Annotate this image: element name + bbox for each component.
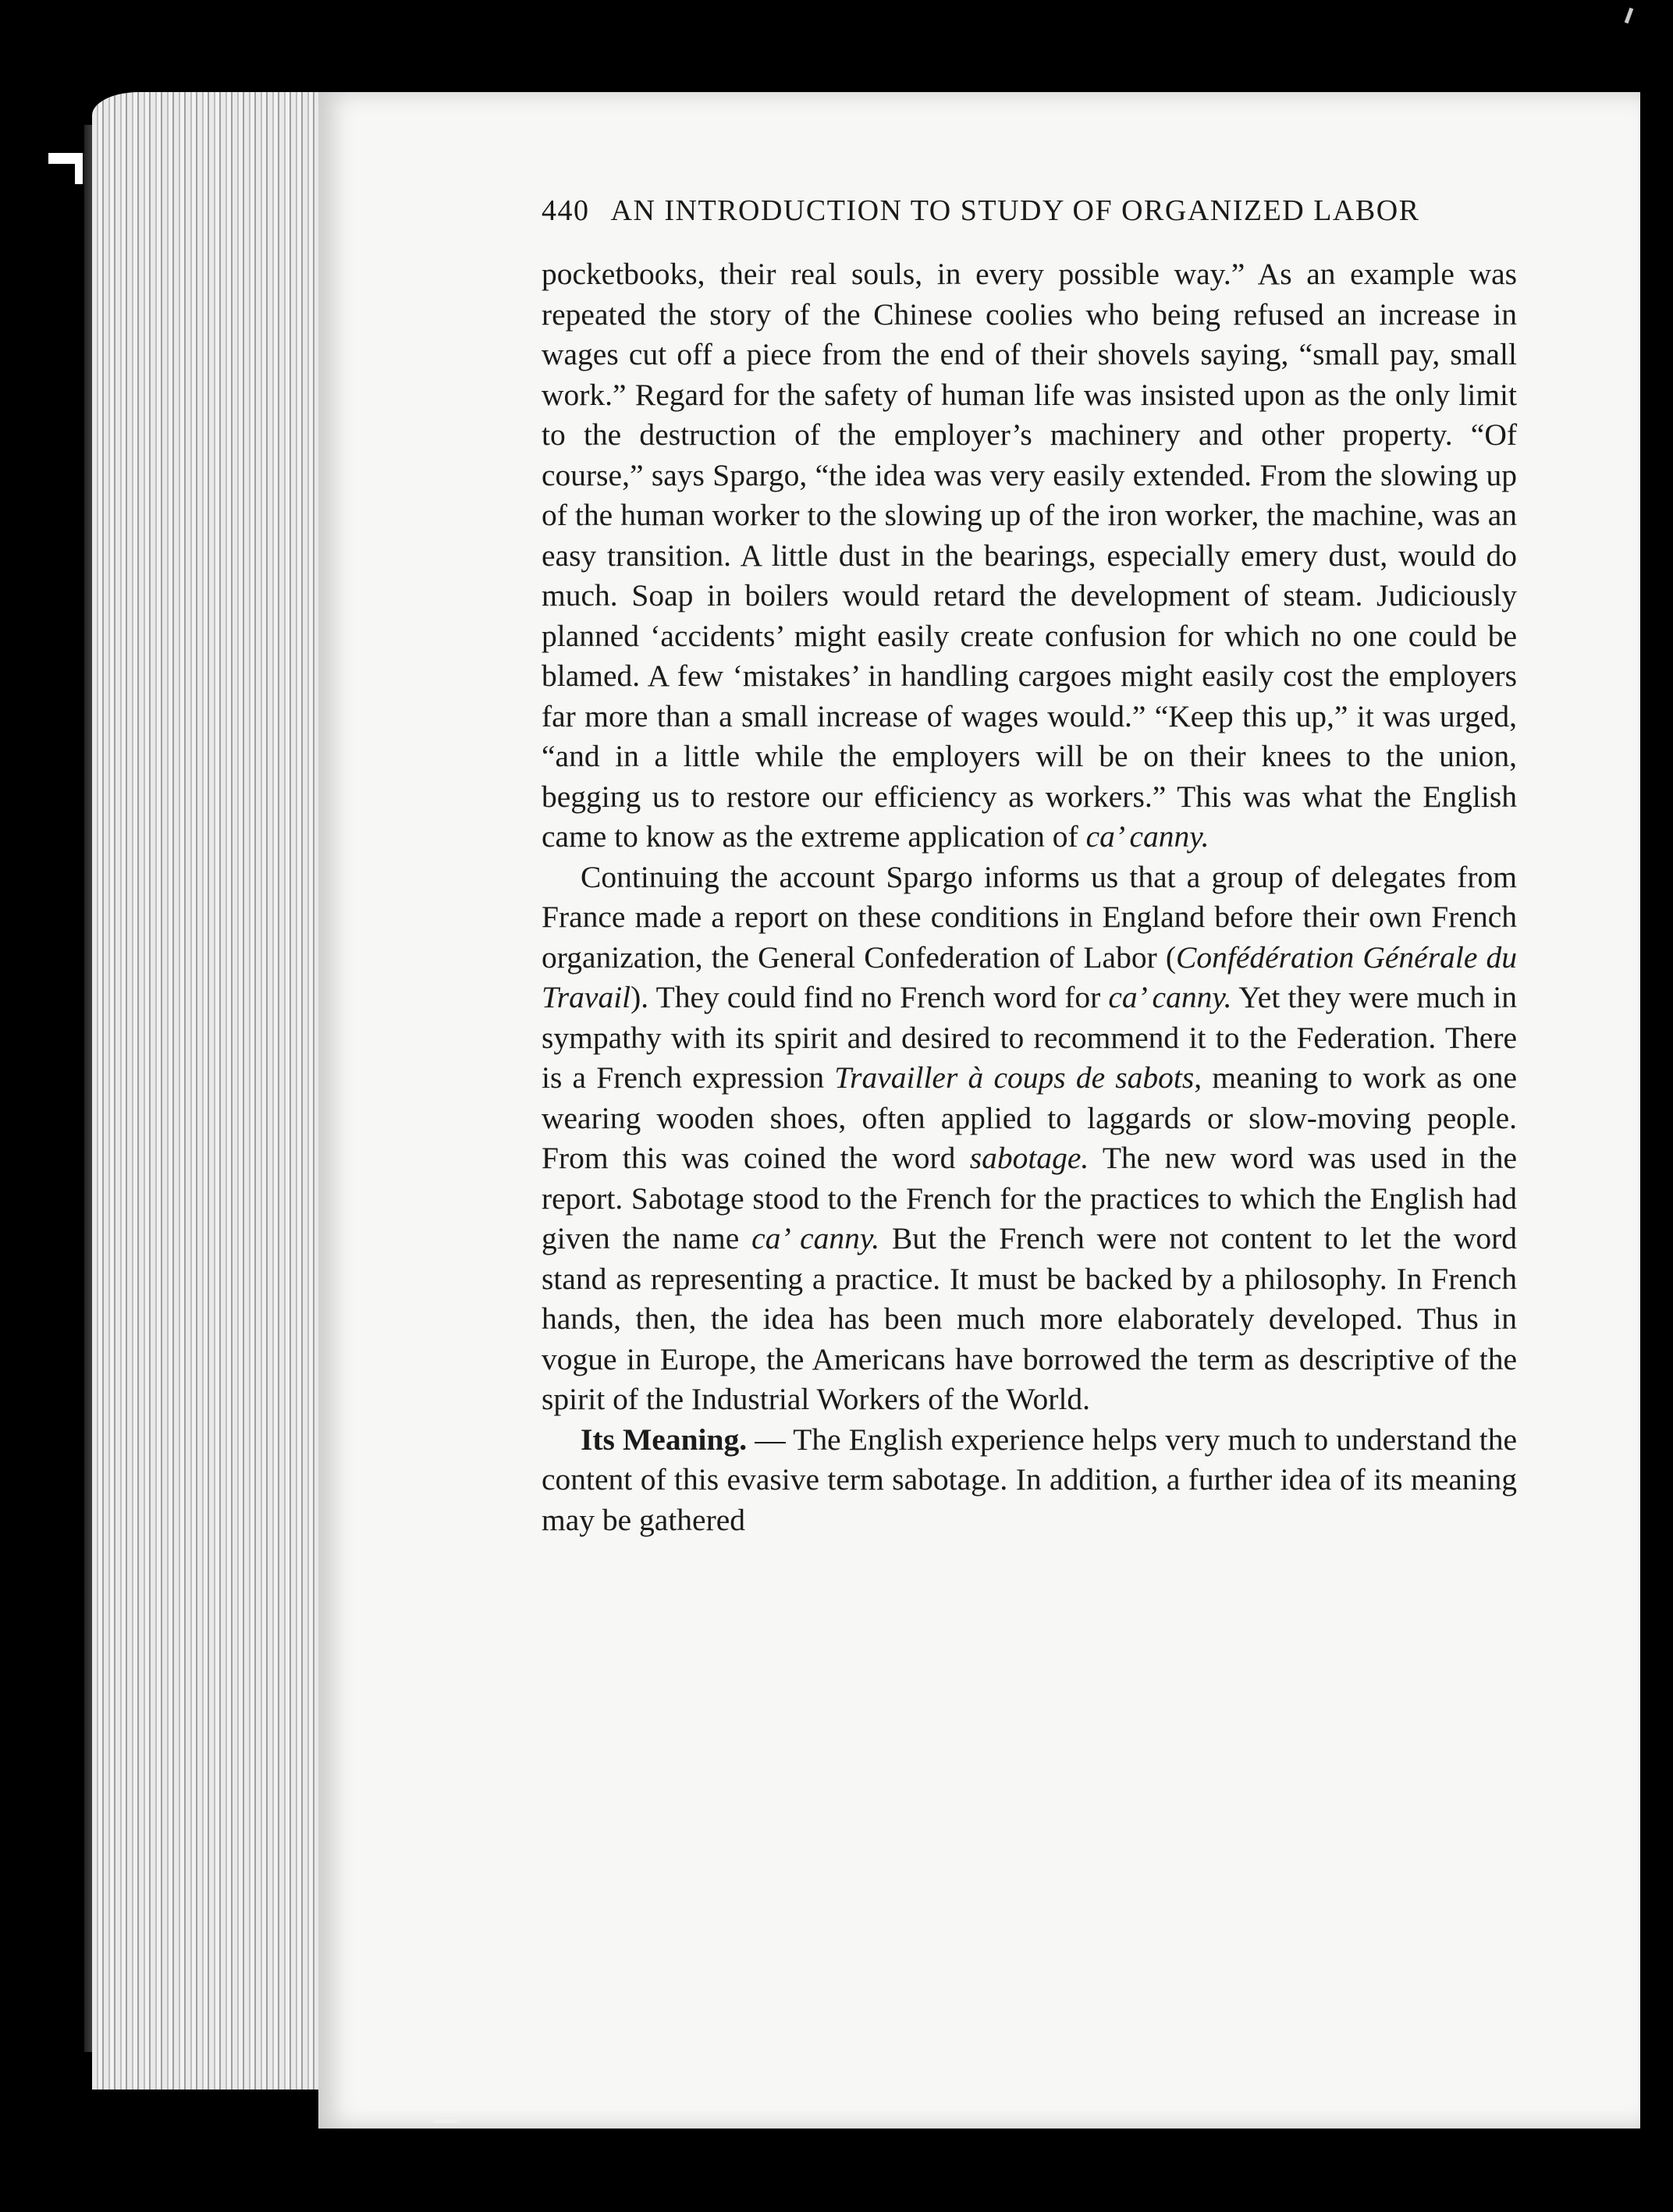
scan-footer-mark xyxy=(433,2119,460,2123)
book-fore-edge xyxy=(92,92,326,2090)
text-span: pocketbooks, their real souls, in every possible way.” As an example was repeated the story of the Chinese coolies who being refused an increase in wages cut off a piece from the end of their shovels saying, “small pay, small work.” Regard for the safety of human life was insisted upon as the only limit to the destruction of the employer’s machinery and other property. “Of course,” says Spargo, “the idea was very easily extended. From the slowing up of the human worker to the slowing up of the iron worker, the machine, was an easy transition. A little dust in the bearings, especially emery dust, would do much. Soap in boilers would retard the development of steam. Judiciously planned ‘accidents’ might easily create confusion for which no one could be blamed. A few ‘mistakes’ in handling cargoes might easily cost the employers far more than a small increase of wages would.” “Keep this up,” it was urged, “and in a little while the employers will be on their knees to the union, begging us to restore our efficiency as workers.” This was what the English came to know as the extreme application of xyxy=(542,257,1517,854)
italic-span: Confédération Générale du Travail xyxy=(542,939,1517,1014)
body-text xyxy=(542,254,1517,1540)
text-span: But the French were not content to let the word stand as representing a practice. It must be backed by a philosophy. In French hands, then, the idea has been much more elaborately developed. Thus in vogue in Europe, the Americans have borrowed the term as descriptive of the spirit of the Industrial Workers of the World. xyxy=(542,1221,1517,1416)
italic-span: Travailler à coups de sabots xyxy=(834,1060,1195,1095)
paragraph-3 xyxy=(542,1420,1517,1541)
page-header xyxy=(542,194,1517,248)
page-content xyxy=(542,194,1517,1540)
running-title: AN INTRODUCTION TO STUDY OF ORGANIZED LABOR xyxy=(610,194,1420,227)
italic-span: sabotage. xyxy=(969,1141,1089,1175)
text-span: — The English experience helps very much to understand the content of this evasive term sabotage. In addition, a further idea of its meaning may be gathered xyxy=(542,1422,1517,1537)
italic-span: ca’ canny. xyxy=(1108,980,1232,1014)
text-span: The new word was used in the report. Sabotage stood to the French for the practices to which the English had given the name xyxy=(542,1141,1518,1255)
italic-span: ca’ canny. xyxy=(1085,819,1209,854)
text-span: Continuing the account Spargo informs us that a group of delegates from France made a report on these conditions in England before their own French organization, the General Confederation of Labor ( xyxy=(542,859,1517,975)
section-heading: Its Meaning. xyxy=(581,1422,748,1457)
italic-span: ca’ canny. xyxy=(751,1221,880,1255)
text-span: ). They could find no French word for xyxy=(630,980,1109,1014)
text-span: , meaning to work as one wearing wooden shoes, often applied to laggards or slow-moving people. From this was coined the word xyxy=(542,1060,1517,1175)
scan-edge-mark-stem xyxy=(75,153,83,184)
scan-corner-mark xyxy=(1625,8,1634,24)
paragraph-2 xyxy=(542,857,1517,1420)
text-span: Yet they were much in sympathy with its spirit and desired to recommend it to the Federation. There is a French expression xyxy=(542,980,1517,1095)
book-page xyxy=(318,92,1640,2129)
page-number: 440 xyxy=(542,194,590,227)
paragraph-1 xyxy=(542,254,1517,857)
